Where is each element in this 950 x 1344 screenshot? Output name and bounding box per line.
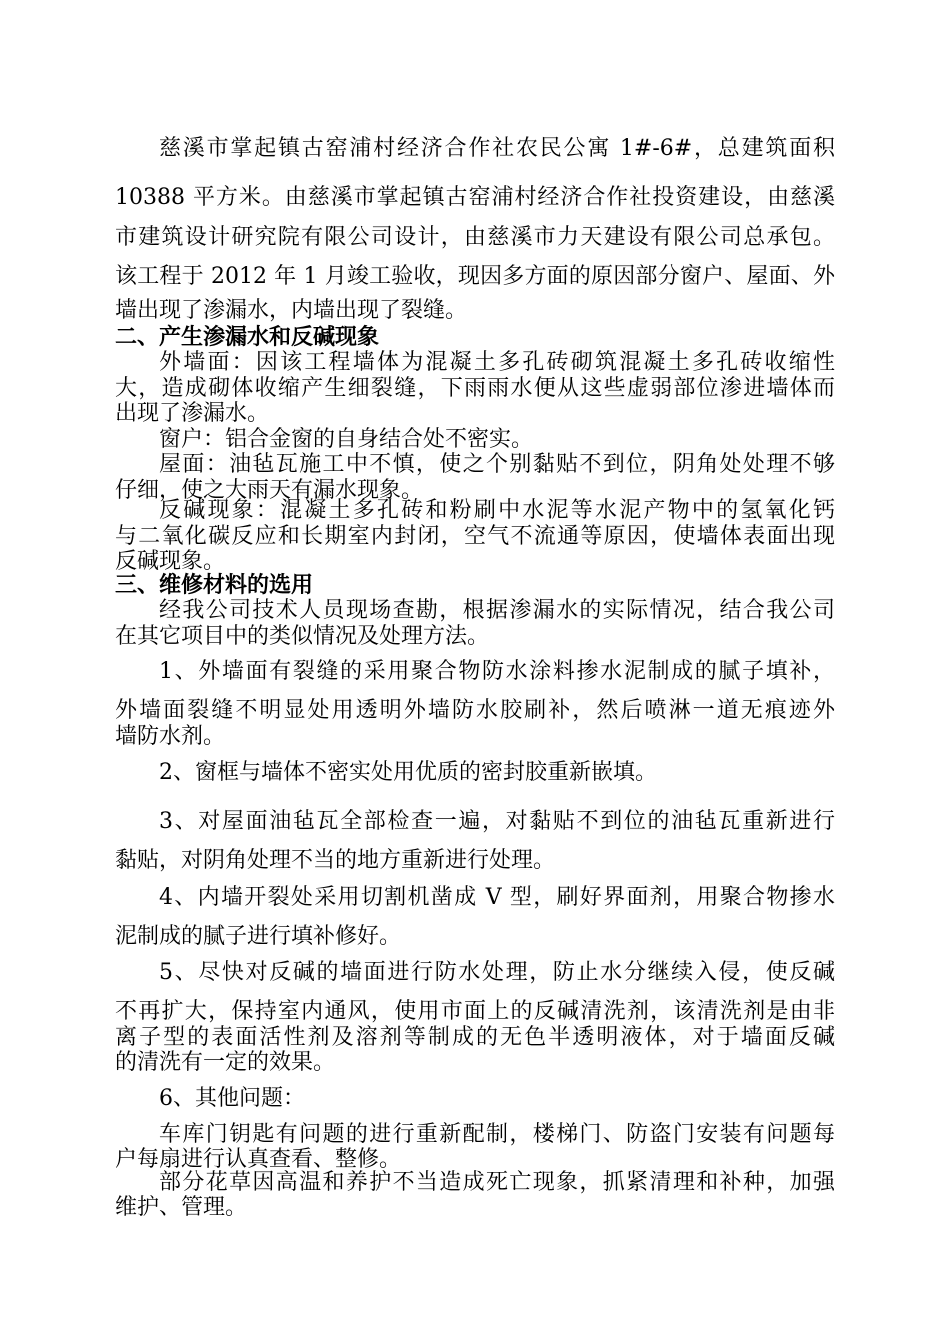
overview-paragraph-line: 10388 平方米。由慈溪市掌起镇古窑浦村经济合作社投资建设，由慈溪: [115, 185, 835, 210]
item-1-paragraph-line: 1、外墙面有裂缝的采用聚合物防水涂料掺水泥制成的腻子填补，: [159, 659, 835, 684]
item-3-paragraph-line: 黏贴，对阴角处理不当的地方重新进行处理。: [115, 848, 556, 873]
plants-paragraph-line: 部分花草因高温和养护不当造成死亡现象，抓紧清理和补种，加强: [159, 1170, 835, 1195]
item-1-paragraph-line: 外墙面裂缝不明显处用透明外墙防水胶刷补，然后喷淋一道无痕迹外: [115, 698, 835, 723]
section-heading-materials: 三、维修材料的选用: [115, 572, 314, 598]
item-2-paragraph-line: 2、窗框与墙体不密实处用优质的密封胶重新嵌填。: [159, 760, 657, 785]
overview-paragraph-line: 该工程于 2012 年 1 月竣工验收，现因多方面的原因部分窗户、屋面、外: [115, 264, 835, 289]
efflorescence-paragraph-line: 反碱现象。: [115, 549, 226, 574]
item-4-paragraph-line: 4、内墙开裂处采用切割机凿成 V 型，刷好界面剂，用聚合物掺水: [159, 885, 835, 910]
roof-paragraph-line: 屋面：油毡瓦施工中不慎，使之个别黏贴不到位，阴角处处理不够: [159, 452, 835, 477]
item-3-paragraph-line: 3、对屋面油毡瓦全部检查一遍，对黏贴不到位的油毡瓦重新进行: [159, 809, 835, 834]
item-4-paragraph-line: 泥制成的腻子进行填补修好。: [115, 924, 402, 949]
garage-paragraph-line: 户每扇进行认真查看、整修。: [115, 1147, 402, 1172]
overview-paragraph-line: 墙出现了渗漏水，内墙出现了裂缝。: [115, 298, 468, 323]
efflorescence-paragraph-line: 反碱现象：混凝土多孔砖和粉刷中水泥等水泥产物中的氢氧化钙: [159, 498, 835, 523]
item-6-paragraph-line: 6、其他问题：: [159, 1086, 305, 1111]
item-5-paragraph-line: 不再扩大，保持室内通风，使用市面上的反碱清洗剂，该清洗剂是由非: [115, 999, 835, 1024]
overview-paragraph-line: 慈溪市掌起镇古窑浦村经济合作社农民公寓 1#-6#，总建筑面积: [159, 136, 835, 161]
section-heading-leakage: 二、产生渗漏水和反碱现象: [115, 324, 380, 350]
overview-paragraph-line: 市建筑设计研究院有限公司设计，由慈溪市力天建设有限公司总承包。: [115, 225, 835, 250]
survey-paragraph-line: 在其它项目中的类似情况及处理方法。: [115, 624, 490, 649]
item-1-paragraph-line: 墙防水剂。: [115, 724, 226, 749]
roof-paragraph-line: 仔细，使之大雨天有漏水现象。: [115, 478, 424, 503]
garage-paragraph-line: 车库门钥匙有问题的进行重新配制，楼梯门、防盗门安装有问题每: [159, 1122, 835, 1147]
external-wall-paragraph-line: 大，造成砌体收缩产生细裂缝，下雨雨水便从这些虚弱部位渗进墙体而: [115, 376, 835, 401]
external-wall-paragraph-line: 出现了渗漏水。: [115, 401, 270, 426]
window-paragraph-line: 窗户：铝合金窗的自身结合处不密实。: [159, 427, 534, 452]
item-5-paragraph-line: 5、尽快对反碱的墙面进行防水处理，防止水分继续入侵，使反碱: [159, 960, 835, 985]
external-wall-paragraph-line: 外墙面：因该工程墙体为混凝土多孔砖砌筑混凝土多孔砖收缩性: [159, 350, 835, 375]
plants-paragraph-line: 维护、管理。: [115, 1195, 248, 1220]
item-5-paragraph-line: 离子型的表面活性剂及溶剂等制成的无色半透明液体，对于墙面反碱: [115, 1025, 835, 1050]
item-5-paragraph-line: 的清洗有一定的效果。: [115, 1050, 336, 1075]
efflorescence-paragraph-line: 与二氧化碳反应和长期室内封闭，空气不流通等原因，使墙体表面出现: [115, 524, 835, 549]
survey-paragraph-line: 经我公司技术人员现场查勘，根据渗漏水的实际情况，结合我公司: [159, 598, 835, 623]
